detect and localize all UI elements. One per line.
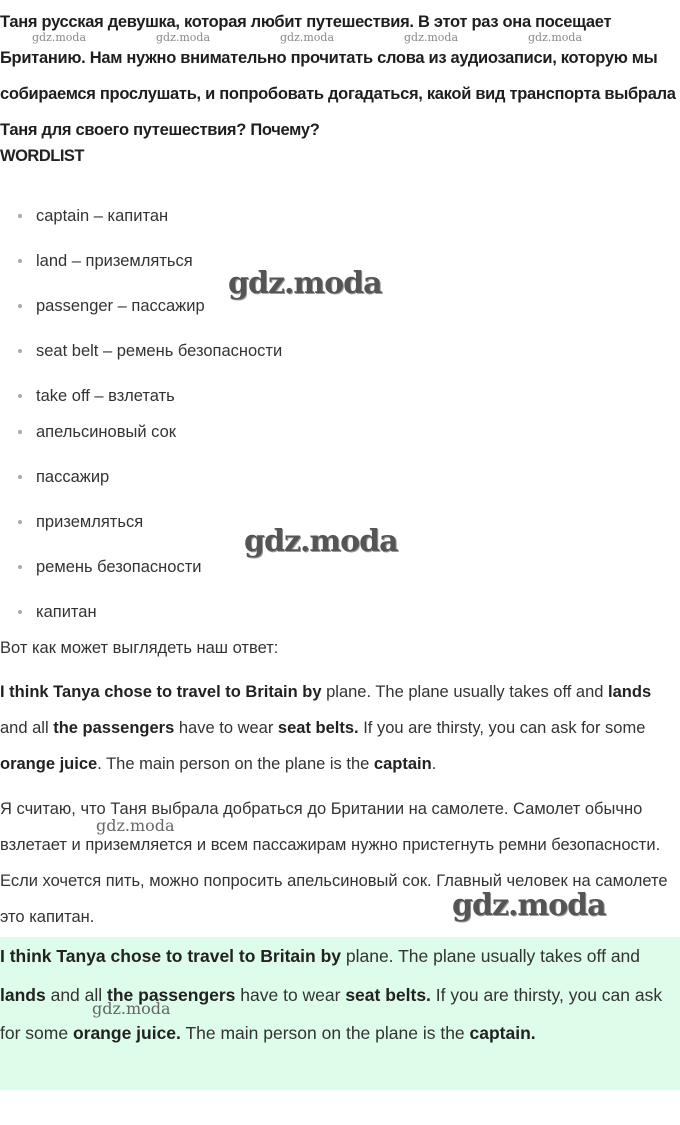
text: have to wear (235, 984, 346, 1005)
text: and all (45, 984, 108, 1005)
bold-text: seat belts. (345, 984, 431, 1005)
bold-text: I think Tanya chose to travel to Britain by (0, 683, 322, 701)
russian-answer: Я считаю, что Таня выбрала добраться до Британии на самолете. Самолет обычно взлетает и приземляется и всем пассажирам нужно пристегнуть ремни безопасности. Если хочется пить, можно попросить апельсиновый сок. Главный человек на самолете это капитан. (0, 800, 668, 926)
bold-text: captain (373, 755, 432, 773)
text: plane. The plane usually takes off and (341, 946, 641, 966)
watermark: gdz.moda (244, 524, 398, 559)
list-item: land – приземляться (0, 248, 282, 293)
list-item: апельсиновый сок (0, 419, 201, 464)
list-item: take off – взлетать (0, 383, 282, 428)
bold-text: orange juice. (72, 1023, 181, 1043)
watermark: gdz.moda (96, 816, 175, 835)
answer-intro: Вот как может выглядеть наш ответ: (0, 639, 279, 657)
text: . The main person on the plane is the (97, 755, 374, 773)
bold-text: lands (608, 683, 652, 701)
list-item: captain – капитан (0, 203, 282, 248)
bold-text: I think Tanya chose to travel to Britain by (0, 946, 341, 966)
english-answer (0, 674, 680, 782)
english-answer-highlighted (0, 937, 680, 1053)
list-item: приземляться (0, 509, 201, 554)
text: The main person on the plane is the (180, 1023, 470, 1043)
wordlist-heading: WORDLIST (0, 147, 84, 165)
wordlist-russian (0, 419, 201, 644)
watermark: gdz.moda (32, 31, 87, 44)
list-item: passenger – пассажир (0, 293, 282, 338)
text: have to wear (174, 719, 278, 737)
text: If you are thirsty, you can ask for some (0, 984, 663, 1043)
highlighted-answer (0, 937, 680, 1090)
watermark: gdz.moda (280, 31, 335, 44)
bold-text: seat belts. (277, 719, 359, 737)
watermark: gdz.moda (156, 31, 211, 44)
bold-text: lands (0, 984, 46, 1005)
list-item: ремень безопасности (0, 554, 201, 599)
task-intro: Таня русская девушка, которая любит путешествия. В этот раз она посещает Британию. Нам нужно внимательно прочитать слова из аудиозаписи, которую мы собираемся прослушать, и попробовать догадаться, какой вид транспорта выбрала Таня для своего путешествия? Почему? (0, 13, 676, 139)
wordlist-english (0, 203, 282, 428)
watermark: gdz.moda (92, 999, 171, 1018)
text: . (431, 755, 437, 773)
text: and all (0, 719, 54, 737)
text: plane. The plane usually takes off and (321, 683, 609, 701)
list-item: seat belt – ремень безопасности (0, 338, 282, 383)
bold-text: the passengers (53, 719, 175, 737)
watermark: gdz.moda (452, 888, 606, 923)
watermark: gdz.moda (404, 31, 459, 44)
bold-text: the passengers (107, 984, 236, 1005)
bold-text: orange juice (0, 755, 98, 773)
text: If you are thirsty, you can ask for some (358, 719, 646, 737)
watermark: gdz.moda (528, 31, 583, 44)
bold-text: captain. (469, 1023, 536, 1043)
list-item: пассажир (0, 464, 201, 509)
list-item: капитан (0, 599, 201, 644)
watermark: gdz.moda (228, 266, 382, 301)
